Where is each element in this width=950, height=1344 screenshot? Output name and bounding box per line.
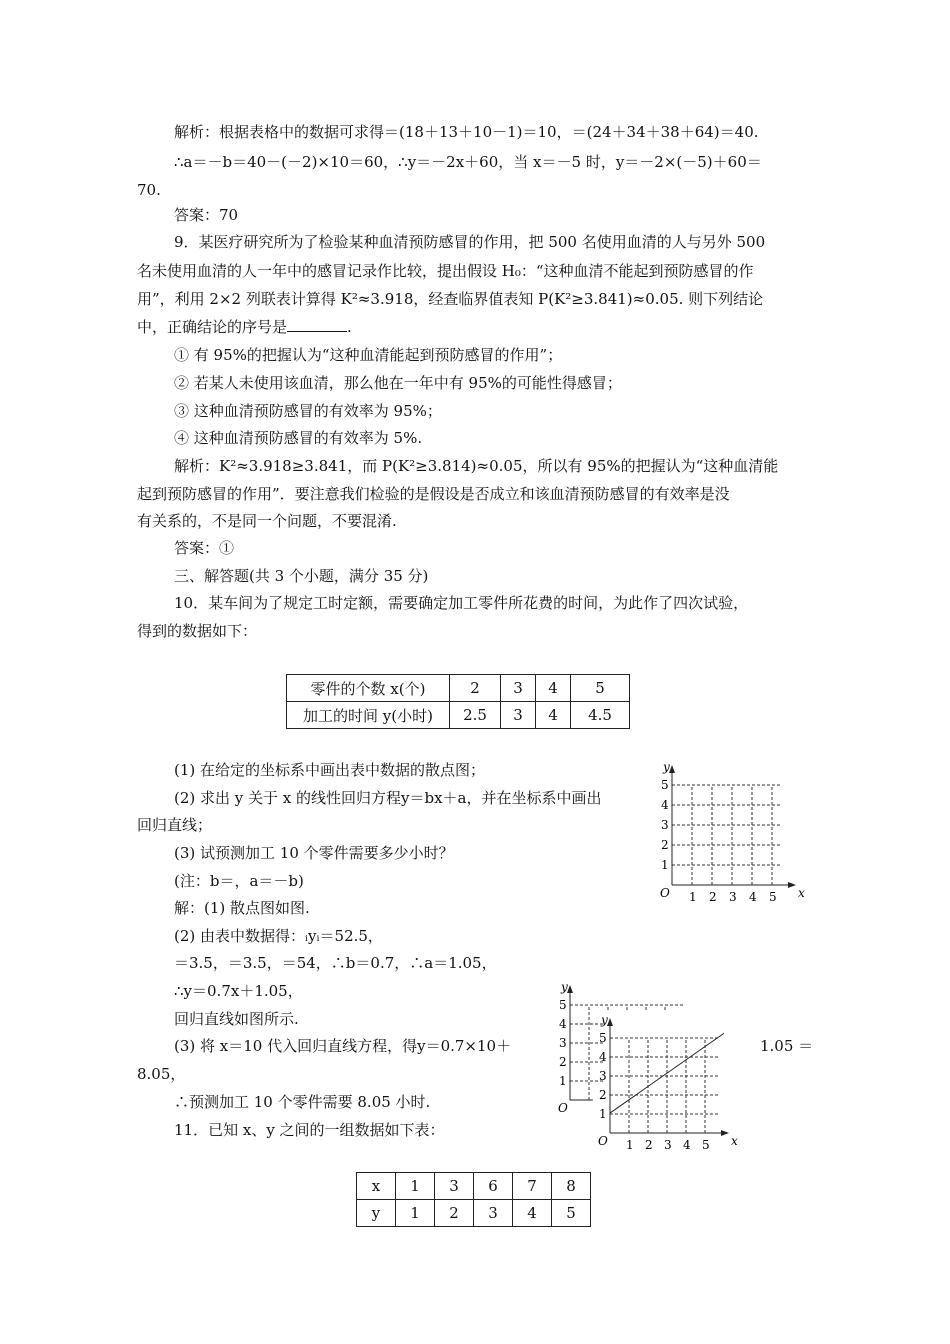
text-line-content: 中，正确结论的序号是 (137, 318, 288, 336)
x-axis-label: x (798, 886, 805, 900)
text-line-content: ① 有 95%的把握认为“这种血清能起到预防感冒的作用”； (174, 346, 563, 364)
table-cell: 6 (474, 1173, 513, 1200)
y-tick-label: 4 (599, 1050, 607, 1064)
text-line-content: (1) 在给定的坐标系中画出表中数据的散点图； (174, 761, 486, 779)
text-line-content: 70. (137, 181, 161, 199)
table-row (357, 1200, 591, 1227)
data-table-q11 (356, 1172, 591, 1227)
text-line (174, 345, 562, 365)
text-line (174, 122, 759, 142)
text-line (137, 815, 212, 835)
text-line-content: 起到预防感冒的作用”．要注意我们检验的是假设是否成立和该血清预防感冒的有效率是没 (137, 485, 730, 503)
y-tick-label: 4 (661, 798, 669, 812)
y-tick-label: 5 (661, 778, 669, 792)
x-tick-label: 1 (626, 1138, 634, 1152)
text-line-content: 解：(1) 散点图如图. (174, 899, 310, 917)
text-line (174, 232, 765, 252)
table-cell: 7 (513, 1173, 552, 1200)
data-table-q10 (286, 674, 630, 729)
table-cell: 8 (552, 1173, 591, 1200)
text-line (174, 871, 304, 891)
text-line-content: 得到的数据如下： (137, 622, 258, 640)
table-cell: 1 (396, 1200, 435, 1227)
text-line (174, 1092, 430, 1112)
table-cell: y (357, 1200, 396, 1227)
y-tick-label: 3 (599, 1069, 607, 1083)
text-line-content: 10．某车间为了规定工时定额，需要确定加工零件所花费的时间，为此作了四次试验， (174, 594, 749, 612)
text-line-content: 8.05， (137, 1065, 186, 1083)
table-cell: 3 (474, 1200, 513, 1227)
text-line-content: 回归直线如图所示. (174, 1010, 299, 1028)
text-line (174, 981, 303, 1001)
y-tick-label: 2 (661, 838, 669, 852)
text-line-content: ③ 这种血清预防感冒的有效率为 95%； (174, 402, 442, 420)
y-tick-label: 1 (599, 1107, 607, 1121)
text-line-content: ＝3.5，＝3.5，＝54，∴b＝0.7，∴a＝1.05， (174, 954, 497, 972)
text-line (174, 926, 383, 946)
regression-line-graph (600, 1005, 750, 1150)
text-line-content: 有关系的，不是同一个问题，不要混淆. (137, 512, 397, 530)
text-line (137, 484, 730, 504)
origin-label: O (558, 1101, 568, 1115)
text-line (174, 788, 602, 808)
x-tick-label: 1 (689, 890, 697, 904)
table-cell: 5 (552, 1200, 591, 1227)
text-line (174, 566, 428, 586)
y-tick-label: 4 (559, 1017, 567, 1031)
x-tick-label: 3 (729, 890, 737, 904)
y-axis-label: y (601, 1013, 608, 1027)
text-line (174, 538, 234, 558)
x-tick-label: 5 (769, 890, 777, 904)
y-tick-label: 2 (559, 1055, 567, 1069)
text-line-content: 11．已知 x、y 之间的一组数据如下表： (174, 1121, 445, 1139)
y-tick-label: 2 (599, 1088, 607, 1102)
table-cell: 3 (501, 702, 536, 729)
text-line-content: (3) 将 x＝10 代入回归直线方程，得y＝0.7×10＋ (174, 1037, 512, 1055)
text-line-content: 1.05 ＝ (760, 1037, 814, 1055)
text-line (174, 1009, 299, 1029)
text-line-content: 解析：K²≈3.918≥3.841，而 P(K²≥3.814)≈0.05，所以有 95%的把握认为“这种血清能 (174, 457, 779, 475)
empty-coordinate-grid (660, 760, 805, 905)
y-tick-label: 1 (661, 858, 669, 872)
text-line (174, 1036, 511, 1056)
table-cell: 4.5 (571, 702, 630, 729)
text-line-content: ∴a＝－b＝40－(－2)×10＝60，∴y＝－2x＋60，当 x＝－5 时，y＝－2×(－5)＋60＝ (174, 153, 762, 171)
text-line (174, 152, 762, 172)
origin-label: O (598, 1134, 608, 1148)
text-line-content: 答案：① (174, 539, 235, 557)
text-line (137, 180, 161, 200)
table-row (287, 675, 630, 702)
text-line (174, 953, 497, 973)
text-line (137, 289, 763, 309)
text-line-content: ④ 这种血清预防感冒的有效率为 5%. (174, 429, 423, 447)
y-axis-arrow (567, 985, 573, 993)
table-cell: 1 (396, 1173, 435, 1200)
table-cell: 4 (536, 675, 571, 702)
table-cell: 2.5 (450, 702, 501, 729)
y-tick-label: 5 (559, 998, 567, 1012)
x-tick-label: 4 (683, 1138, 691, 1152)
text-line (174, 1120, 445, 1140)
text-line (174, 456, 778, 476)
text-line-content: 回归直线； (137, 816, 213, 834)
text-line-content: (注：b＝，a＝－b) (174, 872, 304, 890)
y-tick-label: 3 (559, 1036, 567, 1050)
table-cell: 2 (435, 1200, 474, 1227)
y-axis-label: y (561, 980, 568, 994)
x-tick-label: 5 (702, 1138, 710, 1152)
text-line (137, 621, 257, 641)
text-line (174, 428, 422, 448)
text-line (174, 373, 622, 393)
text-line (137, 511, 397, 531)
text-line-content: (2) 由表中数据得：ᵢyᵢ＝52.5， (174, 927, 383, 945)
table-row (287, 702, 630, 729)
x-axis-label: x (731, 1134, 738, 1148)
table-cell: 3 (501, 675, 536, 702)
text-line-content: 答案：70 (174, 206, 239, 224)
text-line-content: ② 若某人未使用该血清，那么他在一年中有 95%的可能性得感冒； (174, 374, 622, 392)
text-line-content: 三、解答题(共 3 个小题，满分 35 分) (174, 567, 429, 585)
text-line (174, 898, 310, 918)
text-line-content: 9．某医疗研究所为了检验某种血清预防感冒的作用，把 500 名使用血清的人与另外 500 (174, 233, 766, 251)
table-cell: 加工的时间 y(小时) (287, 702, 450, 729)
y-tick-label: 3 (661, 818, 669, 832)
x-axis-arrow (788, 882, 796, 888)
text-line-content: 用”，利用 2×2 列联表计算得 K²≈3.918，经查临界值表知 P(K²≥3.841)≈0.05. 则下列结论 (137, 290, 764, 308)
x-tick-label: 4 (749, 890, 757, 904)
y-tick-label: 5 (599, 1031, 607, 1045)
y-tick-label: 1 (559, 1074, 567, 1088)
text-line (760, 1036, 813, 1056)
x-tick-label: 2 (645, 1138, 653, 1152)
table-row (357, 1173, 591, 1200)
table-cell: 2 (450, 675, 501, 702)
text-line (174, 760, 485, 780)
origin-label: O (660, 886, 670, 900)
text-line (174, 843, 454, 863)
text-line (174, 205, 238, 225)
x-tick-label: 3 (664, 1138, 672, 1152)
table-cell: 零件的个数 x(个) (287, 675, 450, 702)
text-line-content: ∴预测加工 10 个零件需要 8.05 小时. (174, 1093, 431, 1111)
table-cell: x (357, 1173, 396, 1200)
text-line-content: 解析：根据表格中的数据可求得＝(18＋13＋10－1)＝10，＝(24＋34＋38＋64)＝40. (174, 123, 759, 141)
table-cell: 5 (571, 675, 630, 702)
text-line-content: (3) 试预测加工 10 个零件需要多少小时？ (174, 844, 454, 862)
table-cell: 4 (513, 1200, 552, 1227)
table-cell: 3 (435, 1173, 474, 1200)
graph-background (605, 1010, 745, 1150)
text-line (137, 1064, 185, 1084)
text-line-content: (2) 求出 y 关于 x 的线性回归方程y＝bx＋a，并在坐标系中画出 (174, 789, 602, 807)
text-line (174, 593, 748, 613)
table-cell: 4 (536, 702, 571, 729)
text-line-content: 名未使用血清的人一年中的感冒记录作比较，提出假设 H₀：“这种血清不能起到预防感冒的作 (137, 262, 754, 280)
x-tick-label: 2 (709, 890, 717, 904)
text-line-content: ∴y＝0.7x＋1.05， (174, 982, 303, 1000)
y-axis-label: y (663, 760, 670, 774)
text-line (174, 401, 442, 421)
text-line: 中，正确结论的序号是 . (137, 318, 352, 336)
answer-blank[interactable] (287, 317, 347, 332)
y-axis-arrow (669, 765, 675, 773)
text-line (137, 261, 754, 281)
